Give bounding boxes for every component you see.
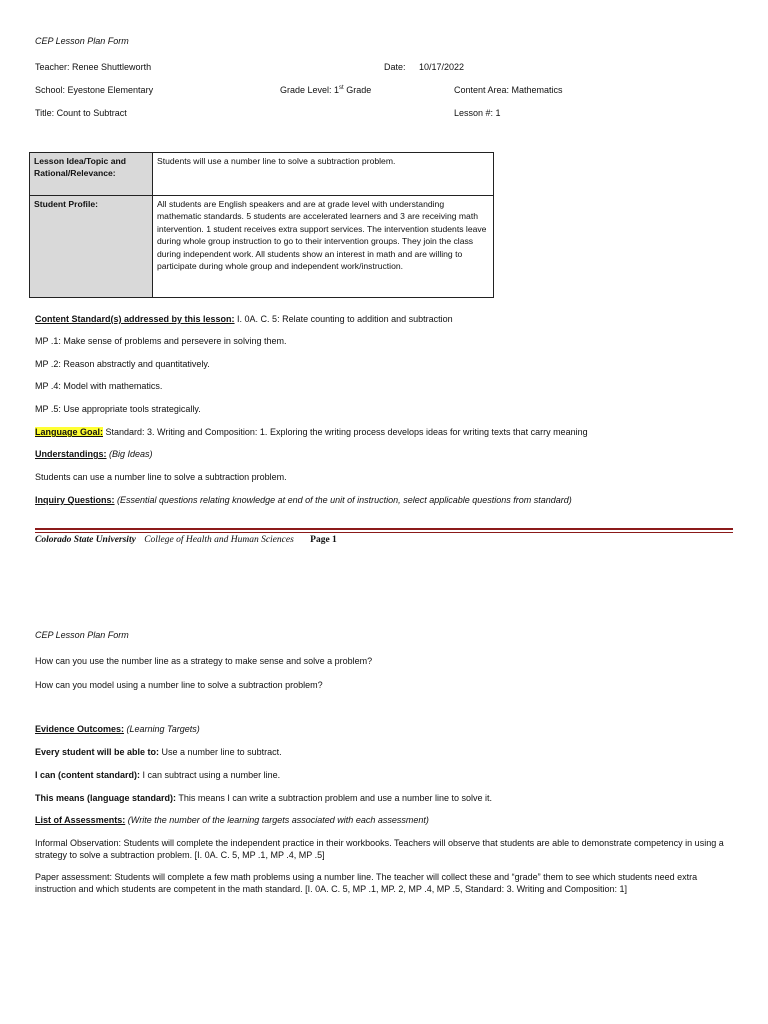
student-profile-label: Student Profile: [30,196,153,298]
footer-university: Colorado State University [35,535,136,545]
grade-level-field [280,85,371,97]
understandings-label: Understandings: [35,449,107,459]
informal-observation: Informal Observation: Students will complete the independent practice in their workbooks. Teachers will observe that students are able to demonstrate competency in using a strategy to solve a subtraction problem. [I. 0A. C. 5, MP .1, MP .4, MP .5] [35,838,724,860]
table-row [30,196,494,298]
mp2-line: MP .2: Reason abstractly and quantitatively. [35,359,210,369]
i-can-label: I can (content standard): [35,770,141,780]
this-means-value: This means I can write a subtraction problem and use a number line to solve it. [176,793,493,803]
footer-rule-thick [35,528,733,530]
paper-assessment: Paper assessment: Students will complete a few math problems using a number line. The teacher will collect these and “grade” them to see which students need extra instruction and which students are competent in the math standard. [I. 0A. C. 5, MP .1, MP. 2, MP .4, MP .5, Standard: 3. Writing and Composition: 1] [35,872,698,894]
teacher-field: Teacher: Renee Shuttleworth [35,62,152,72]
this-means-label: This means (language standard): [35,793,177,803]
evidence-outcomes-line [35,724,200,736]
school-field: School: Eyestone Elementary [35,85,154,95]
understandings-value: Students can use a number line to solve a subtraction problem. [35,472,287,482]
grade-sup: st [339,85,344,91]
lesson-idea-label: Lesson Idea/Topic and Rational/Relevance: [30,153,153,196]
content-standard-value: I. 0A. C. 5: Relate counting to addition and subtraction [234,314,453,324]
student-profile-value: All students are English speakers and are at grade level with understanding mathematic standards. 5 students are accelerated learners and 3 are receiving math intervention. 1 student receives extra support services. The intervention students leave during whole group instruction to go to their intervention groups. They join the class during independent work. All students show an interest in math and are willing to participate during whole group and independent work/instruction. [153,196,494,298]
page-footer [35,534,337,546]
mp4-line: MP .4: Model with mathematics. [35,381,163,391]
date-value: 10/17/2022 [419,62,465,72]
i-can-line [35,770,280,782]
language-goal-value: Standard: 3. Writing and Composition: 1. Exploring the writing process develops ideas for writing texts that carry meaning [103,427,588,437]
form-title: CEP Lesson Plan Form [35,36,129,46]
footer-page-number: Page 1 [310,535,337,545]
inquiry-note: (Essential questions relating knowledge at end of the unit of instruction, select applicable questions from standard) [114,495,572,505]
understandings-line [35,449,153,461]
title-field: Title: Count to Subtract [35,108,127,118]
every-student-label: Every student will be able to: [35,747,160,757]
mp5-line: MP .5: Use appropriate tools strategically. [35,404,201,414]
this-means-line [35,793,492,805]
grade-suffix: Grade [343,85,372,95]
understandings-note: (Big Ideas) [106,449,153,459]
content-area-field: Content Area: Mathematics [454,85,563,95]
question-1: How can you use the number line as a strategy to make sense and solve a problem? [35,656,373,666]
every-student-line [35,747,282,759]
table-row [30,153,494,196]
date-label: Date: [384,62,406,72]
question-2: How can you model using a number line to solve a subtraction problem? [35,680,323,690]
footer-college: College of Health and Human Sciences [144,535,294,545]
grade-prefix: Grade Level: 1 [280,85,340,95]
content-standard-label: Content Standard(s) addressed by this lesson: [35,314,235,324]
evidence-outcomes-label: Evidence Outcomes: [35,724,125,734]
inquiry-line [35,495,572,507]
assessments-line [35,815,429,827]
assessments-note: (Write the number of the learning targets associated with each assessment) [125,815,429,825]
assessments-label: List of Assessments: [35,815,126,825]
evidence-outcomes-note: (Learning Targets) [124,724,200,734]
i-can-value: I can subtract using a number line. [140,770,281,780]
mp1-line: MP .1: Make sense of problems and persevere in solving them. [35,336,287,346]
lesson-number-field: Lesson #: 1 [454,108,501,118]
lesson-idea-value: Students will use a number line to solve a subtraction problem. [153,153,494,196]
language-goal-label: Language Goal: [35,427,104,437]
form-title-page2: CEP Lesson Plan Form [35,630,129,640]
inquiry-label: Inquiry Questions: [35,495,115,505]
footer-rule-thin [35,532,733,533]
content-standard-line [35,314,453,326]
every-student-value: Use a number line to subtract. [159,747,282,757]
language-goal-line [35,427,588,439]
lesson-info-table [29,152,494,298]
